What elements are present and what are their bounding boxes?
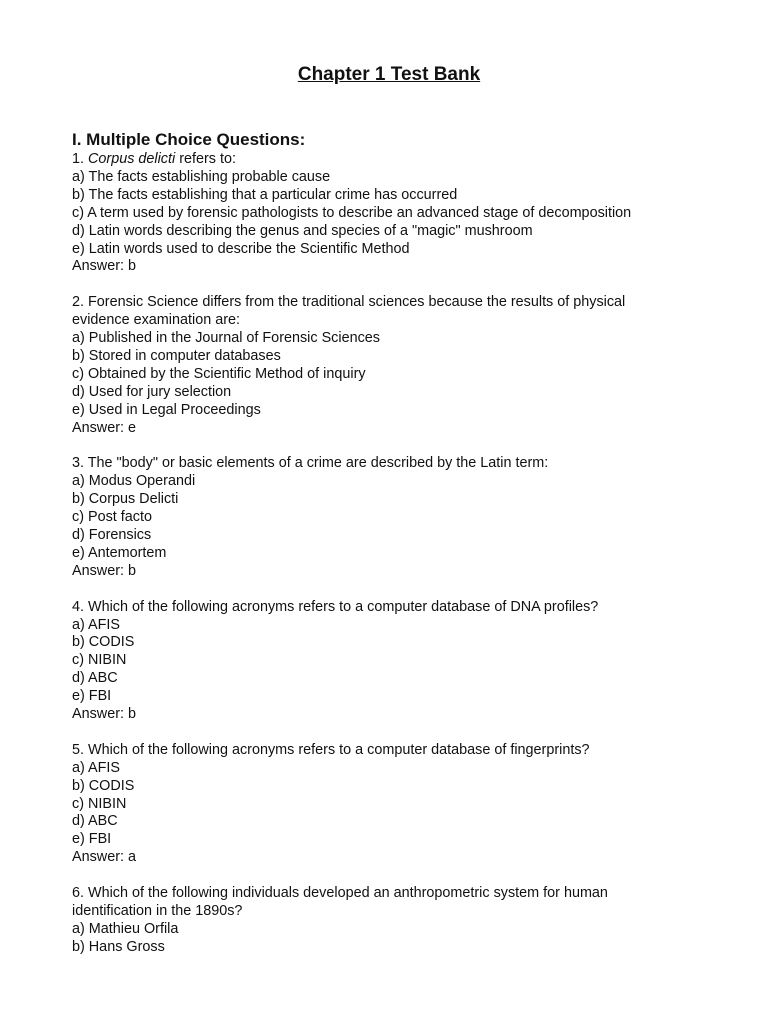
answer-option: d) Used for jury selection	[72, 383, 232, 400]
answer-key: Answer: a	[72, 849, 136, 866]
question-stem	[72, 151, 712, 169]
answer-option: c) Post facto	[72, 509, 152, 526]
answer-option: a) AFIS	[72, 759, 120, 776]
question-stem: 3. The "body" or basic elements of a crime are described by the Latin term:	[72, 455, 549, 472]
question-stem-italic: Corpus delicti	[88, 151, 176, 167]
question-6	[72, 885, 712, 957]
answer-key: Answer: b	[72, 258, 136, 275]
answer-option: e) FBI	[72, 831, 112, 848]
question-2	[72, 294, 712, 437]
answer-option: a) AFIS	[72, 616, 120, 633]
answer-key: Answer: b	[72, 706, 136, 723]
answer-option: d) ABC	[72, 670, 118, 687]
question-stem: identification in the 1890s?	[72, 902, 243, 919]
answer-option: c) Obtained by the Scientific Method of inquiry	[72, 365, 366, 382]
answer-option: b) Hans Gross	[72, 938, 165, 955]
document-title: Chapter 1 Test Bank	[297, 64, 481, 85]
answer-key: Answer: b	[72, 562, 136, 579]
question-4	[72, 599, 712, 724]
answer-option: b) CODIS	[72, 777, 135, 794]
question-stem: 2. Forensic Science differs from the traditional sciences because the results of physical	[72, 294, 626, 311]
question-5	[72, 742, 712, 867]
answer-option: b) Stored in computer databases	[72, 347, 281, 364]
answer-option: c) A term used by forensic pathologists to describe an advanced stage of decomposition	[72, 204, 632, 221]
question-stem: 5. Which of the following acronyms refers to a computer database of fingerprints?	[72, 741, 590, 758]
answer-option: d) Latin words describing the genus and species of a "magic" mushroom	[72, 222, 533, 239]
answer-option: b) CODIS	[72, 634, 135, 651]
answer-option: e) Latin words used to describe the Scientific Method	[72, 240, 410, 257]
answer-option: e) Used in Legal Proceedings	[72, 401, 261, 418]
answer-option: b) Corpus Delicti	[72, 491, 179, 508]
answer-option: c) NIBIN	[72, 795, 127, 812]
answer-option: c) NIBIN	[72, 652, 127, 669]
question-number: 1.	[72, 151, 85, 167]
answer-key: Answer: e	[72, 419, 136, 436]
question-list	[72, 151, 712, 975]
answer-option: e) Antemortem	[72, 544, 167, 561]
answer-option: e) FBI	[72, 688, 112, 705]
question-stem: 6. Which of the following individuals developed an anthropometric system for human	[72, 885, 608, 902]
section-heading: I. Multiple Choice Questions:	[72, 130, 306, 149]
question-1	[72, 151, 712, 276]
question-stem: 4. Which of the following acronyms refers to a computer database of DNA profiles?	[72, 598, 599, 615]
answer-option: d) Forensics	[72, 527, 152, 543]
answer-option: a) The facts establishing probable cause	[72, 168, 331, 185]
answer-option: d) ABC	[72, 813, 118, 830]
question-stem-rest: refers to:	[175, 151, 236, 167]
answer-option: a) Published in the Journal of Forensic Sciences	[72, 330, 380, 347]
answer-option: a) Mathieu Orfila	[72, 920, 179, 937]
answer-option: b) The facts establishing that a particular crime has occurred	[72, 186, 458, 203]
answer-option: a) Modus Operandi	[72, 473, 196, 490]
question-stem: evidence examination are:	[72, 312, 240, 329]
question-3	[72, 455, 712, 580]
